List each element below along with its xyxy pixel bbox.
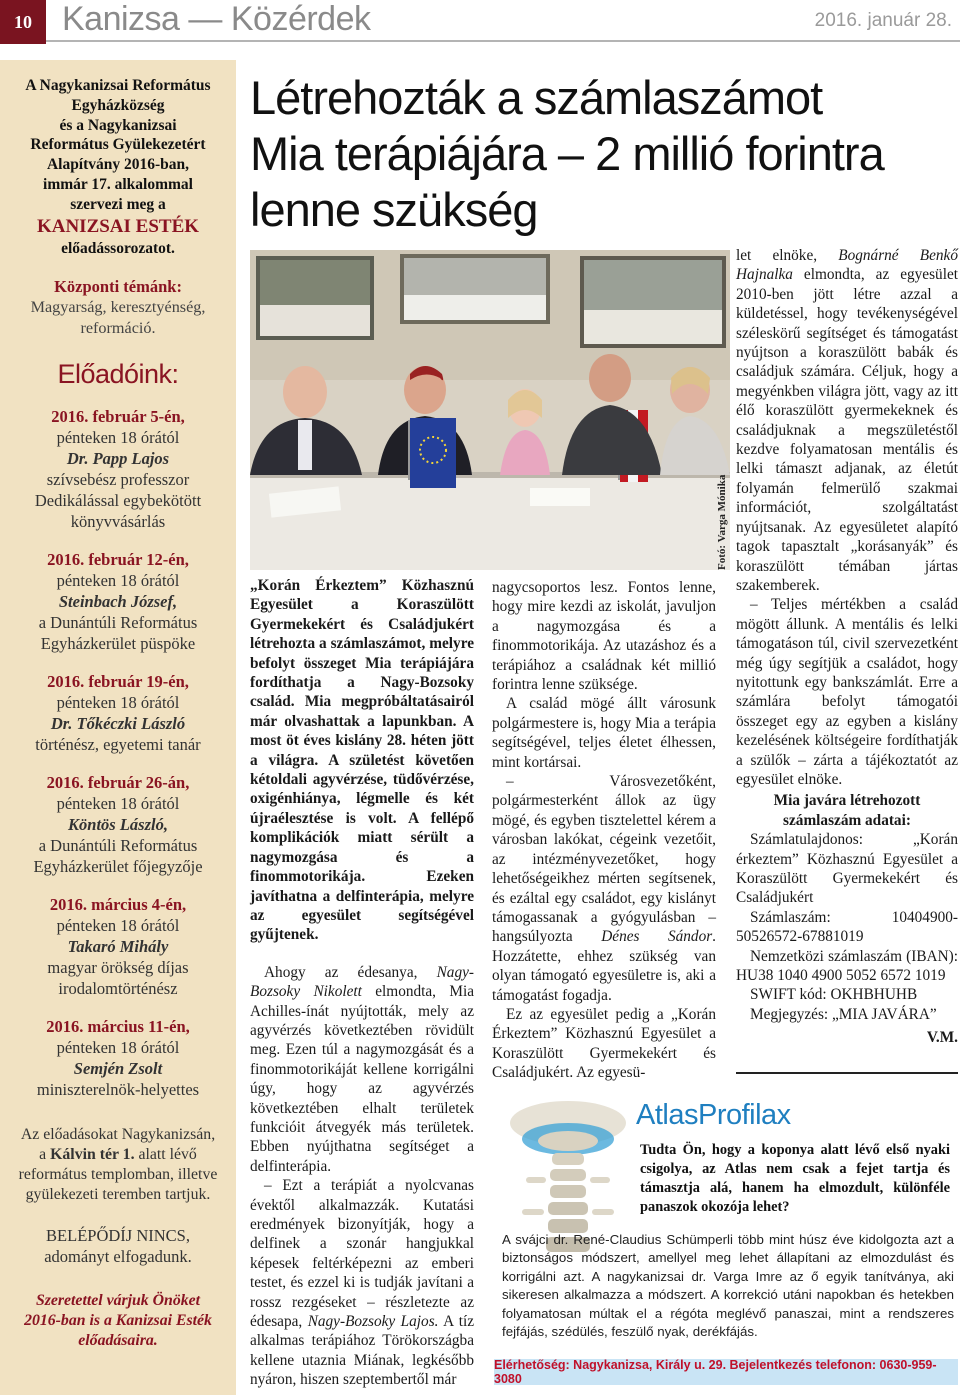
closing-line: előadásaira. [78, 1332, 158, 1350]
intro-line: és a Nagykanizsai [59, 116, 177, 134]
presenters-heading: Előadóink: [57, 359, 179, 390]
paragraph-text: – Ezt a terápiát a nyolcvanas évektől alkalmazzák. Kutatási eredmények bizonyítják, hogy a delfinek a szonár hangjukkal képesek feltérképezni az emberi testet, és ezzel ki is tudják javítani a rossz rezgéseket – részletezte az édesapa, [250, 1177, 474, 1331]
event-date: 2016. február 19-én, [47, 672, 189, 692]
intro-line: immár 17. alkalommal [43, 175, 193, 193]
article-column-3 [736, 246, 958, 1048]
venue-text: alatt lévő [134, 1146, 197, 1164]
theme-line: Magyarság, keresztyénség, [30, 298, 206, 317]
event-item [10, 1016, 226, 1100]
venue-address: Kálvin tér 1. [50, 1146, 135, 1164]
ad-body: A svájci dr. René-Claudius Schümperli több mint húsz éve kidolgozta azt a biztonságos módszert, amellyel meg lehet állapítani az elmozdulást és korrigálni azt. A nagykanizsai dr. Varga Imre az ő egyik tanítványa, aki sikeresen alkalmazza a módszert. A korrekció utáni napokban és hetekben folyamatosan múltak el a régóta meglévő panaszai, mint a rendszeres fejfájás, szédülés, feszülő nyak, derékfájás. [502, 1232, 954, 1340]
event-role: történész, egyetemi tanár [35, 735, 201, 755]
paragraph-text: . Hozzátette, ehhez szükség van olyan támogató egyesületre is, aki a támogatást fogadja. [492, 928, 716, 1004]
headline-line: lenne szükség [250, 183, 538, 236]
venue-text: a [39, 1146, 51, 1164]
closing-line: 2016-ban is a Kanizsai Esték [24, 1312, 212, 1330]
event-role: könyvvásárlás [70, 512, 166, 532]
account-heading: Mia javára létrehozott számlaszám adatai: [773, 792, 921, 829]
event-speaker: Takaró Mihály [67, 937, 169, 957]
ad-contact-bar: Elérhetőség: Nagykanizsa, Király u. 29. Bejelentkezés telefonon: 0630-959-3080 [494, 1359, 958, 1385]
theme-label: Központi témánk: [54, 277, 182, 297]
event-role: magyar örökség díjas [47, 958, 189, 978]
event-speaker: Köntös László, [68, 815, 168, 835]
event-role: Egyházkerület püspöke [40, 634, 196, 654]
article-paragraph [250, 963, 474, 1176]
atlasprofilax-ad [494, 1093, 958, 1393]
event-speaker: Semjén Zsolt [73, 1059, 163, 1079]
paragraph-text: elmondta, az egyesület 2010-ben jött létre azzal a küldetéssel, hogy tevékenységével széleskörű segítséget és támogatást nyújtson a koraszülött babák és családjuk számára. Céljuk, hogy a megyénkben világra jött, vagy az itt élő koraszülött gyermekeknek és családjuknak a megszületéstől kezdve folyamatosan mentális és lelki támaszt adjanak, az életút folyamán felmerülő szakmai információt, szolgáltatást nyújtsanak. Az egyesületet alapító tagok tapasztalt „korásanyák” és koraszülött témában jártas szakemberek. [736, 266, 958, 594]
photo-credit: Fotó: Varga Mónika [716, 474, 728, 570]
event-role: a Dunántúli Református [38, 836, 198, 856]
article-column-1 [250, 576, 474, 1390]
paragraph-text: Ahogy az édesanya, [264, 963, 437, 981]
sidebar-intro [10, 76, 226, 215]
entry-line: BELÉPŐDÍJ NINCS, [46, 1226, 190, 1246]
event-date: 2016. március 4-én, [49, 895, 187, 915]
event-speaker: Dr. Tőkéczki László [50, 714, 186, 734]
article-paragraph: A család mögé állt városunk polgármestere is, hogy Mia a terápia segítségével, teljes életet élhessen, mint kortársai. [492, 695, 716, 771]
article-headline [250, 70, 950, 238]
event-date: 2016. február 12-én, [47, 550, 189, 570]
paragraph-text: – Városvezetőként, polgármesterként állok az ügy mögé, és egyben tisztelettel kérem a városban lakókat, cégeink vezetőit, az intézményvezetőket, hogy lehetőségeikhez mérten segítsenek, és ezáltal egy családot, egy kislányt támogassanak a gyógyulásban – hangsúlyozta [492, 773, 716, 946]
issue-date: 2016. január 28. [814, 10, 952, 31]
person-name: Nagy-Bozsoky Lajos. [307, 1313, 439, 1331]
article-paragraph: nagycsoportos lesz. Fontos lenne, hogy mire kezdi az iskolát, javuljon a nagymozgása és a finommotorikája. Az utazáshoz és a terápiához a családnak két millió forintra lenne szüksége. [492, 579, 716, 694]
event-date: 2016. március 11-én, [46, 1017, 190, 1037]
page-header [0, 0, 960, 44]
ad-title: AtlasProfilax [636, 1099, 791, 1131]
sidebar-event-box [0, 60, 236, 1395]
event-time: pénteken 18 órától [56, 916, 180, 936]
article-paragraph [250, 1176, 474, 1389]
series-name: KANIZSAI ESTÉK [36, 215, 200, 237]
paragraph-text: elmondta, Mia Achilles-ínát nyújtották, mely az agyvérzés következtében rövidült meg. Ezen túl a nagymozgását és a finommotorikáját kellene korrigálni úgy, hogy az agyvérzés következtében elhalt területek funkcióit átvegyék más területek. Ebben nyújthatna segítséget a delfinterápia. [250, 983, 474, 1175]
person-name: Dénes Sándor [601, 928, 713, 946]
person-name: Nagy-Bozsoky Nikolett [250, 963, 474, 1001]
intro-line: Egyházközség [71, 96, 165, 114]
article-paragraph [492, 772, 716, 1005]
ad-divider [736, 1072, 958, 1074]
closing-line: Szeretettel várjuk Önöket [35, 1292, 201, 1310]
event-role: miniszterelnök-helyettes [36, 1080, 200, 1100]
person-name: Bognárné Benkő Hajnalka [736, 247, 958, 284]
intro-line: Alapítvány 2016-ban, [46, 156, 190, 174]
intro-line: Református Gyülekezetért [30, 136, 206, 154]
venue-line: Az előadásokat Nagykanizsán, [20, 1126, 216, 1144]
press-conference-photo [250, 250, 730, 570]
account-note: Megjegyzés: „MIA JAVÁRA” [750, 1005, 937, 1023]
entry-line: adományt elfogadunk. [44, 1247, 192, 1267]
article-lead: „Korán Érkeztem” Közhasznú Egyesület a Koraszülött Gyermekekért és Családjukért létrehozta a számlaszámot, melyre befolyt összeget Mia terápiájára fordíthatja a Nagy-Bozsoky család. Mia megpróbáltatásairól már olvashattak a lapunkban. A most öt éves kislány 28. héten jött a világra. A születést követően kétoldali agyvérzése, tüdővérzése, oxigénhiánya, légmelle és két újraélesztése is volt. A fellépő komplikációk miatt sérült a nagymozgása és a finommotorikája. Ezeken javíthatna a delfinterápia, melyre az egyesület segítségével gyűjtenek. [250, 577, 474, 944]
event-role: szívsebész professzor [46, 470, 190, 490]
headline-line: Létrehozták a számlaszámot [250, 71, 823, 124]
event-time: pénteken 18 órától [56, 693, 180, 713]
author-signature: V.M. [926, 1029, 958, 1047]
account-swift: SWIFT kód: OKHBHUHB [750, 986, 918, 1004]
headline-line: Mia terápiájára – 2 millió forintra [250, 127, 884, 180]
page-number: 10 [0, 0, 46, 44]
event-time: pénteken 18 órától [56, 571, 180, 591]
section-title: Kanizsa — Közérdek [62, 0, 371, 38]
account-holder: Számlatulajdonos: „Korán érkeztem” Közhasznú Egyesület a Koraszülött Gyermekekért és Családjukért [736, 831, 958, 907]
event-item [10, 549, 226, 654]
event-role: Dedikálással egybekötött [34, 491, 202, 511]
event-role: Egyházkerület főjegyzője [33, 857, 203, 877]
venue-line: református templomban, illetve [18, 1166, 218, 1184]
paragraph-text: let elnöke, [736, 247, 839, 264]
event-item [10, 772, 226, 877]
theme-line: reformáció. [80, 319, 156, 338]
article-paragraph [736, 246, 958, 595]
header-divider [46, 40, 960, 42]
event-item [10, 894, 226, 999]
event-speaker: Steinbach József, [58, 592, 178, 612]
photo-illustration [250, 250, 730, 570]
event-speaker: Dr. Papp Lajos [66, 449, 170, 469]
series-suffix: előadássorozatot. [61, 239, 175, 257]
account-number: Számlaszám: 10404900-50526572-67881019 [736, 908, 958, 946]
event-role: a Dunántúli Református [38, 613, 198, 633]
article-paragraph: Ez az egyesület pedig a „Korán Érkeztem” Közhasznú Egyesület a Koraszülött Gyermekekért és Családjukért. Az egyesü- [492, 1005, 716, 1082]
event-date: 2016. február 5-én, [51, 407, 185, 427]
venue-info [10, 1125, 226, 1205]
event-item [10, 671, 226, 755]
account-iban: Nemzetközi számlaszám (IBAN): HU38 1040 4900 5052 6572 1019 [736, 947, 958, 985]
event-item [10, 406, 226, 532]
article-paragraph: – Teljes mértékben a család mögött állunk. A mentális és lelki támogatáson túl, civil szervezetként még úgy segítjük a családot, hogy nyitottunk egy bankszámlát. Erre a számlára befolyt támogatói összeget egy az egyben a kislány kezelésének költségeire fordíthatják a szülők – zárta a tájékoztatót az egyesület elnöke. [736, 596, 958, 788]
event-date: 2016. február 26-án, [46, 773, 190, 793]
closing-invitation [10, 1291, 226, 1351]
intro-line: szervezi meg a [70, 195, 166, 213]
intro-line: A Nagykanizsai Református [25, 77, 211, 94]
event-time: pénteken 18 órától [56, 794, 180, 814]
event-time: pénteken 18 órától [56, 1038, 180, 1058]
article-column-2 [492, 578, 716, 1083]
venue-line [10, 1145, 226, 1165]
ad-lead: Tudta Ön, hogy a koponya alatt lévő első nyaki csigolya, az Atlas nem csak a fejet tartja és támasztja alá, hanem ha elmozdult, különféle panaszok okozója lehet? [640, 1142, 950, 1215]
entry-info [10, 1225, 226, 1267]
event-role: irodalomtörténész [58, 979, 178, 999]
paragraph-text: A tíz alkalmas terápiához Törökországba kellene utaznia Miának, legkésőbb nyáron, hiszen szeptembertől már [250, 1313, 475, 1389]
event-time: pénteken 18 órától [56, 428, 180, 448]
venue-line: gyülekezeti teremben tartjuk. [25, 1186, 211, 1204]
